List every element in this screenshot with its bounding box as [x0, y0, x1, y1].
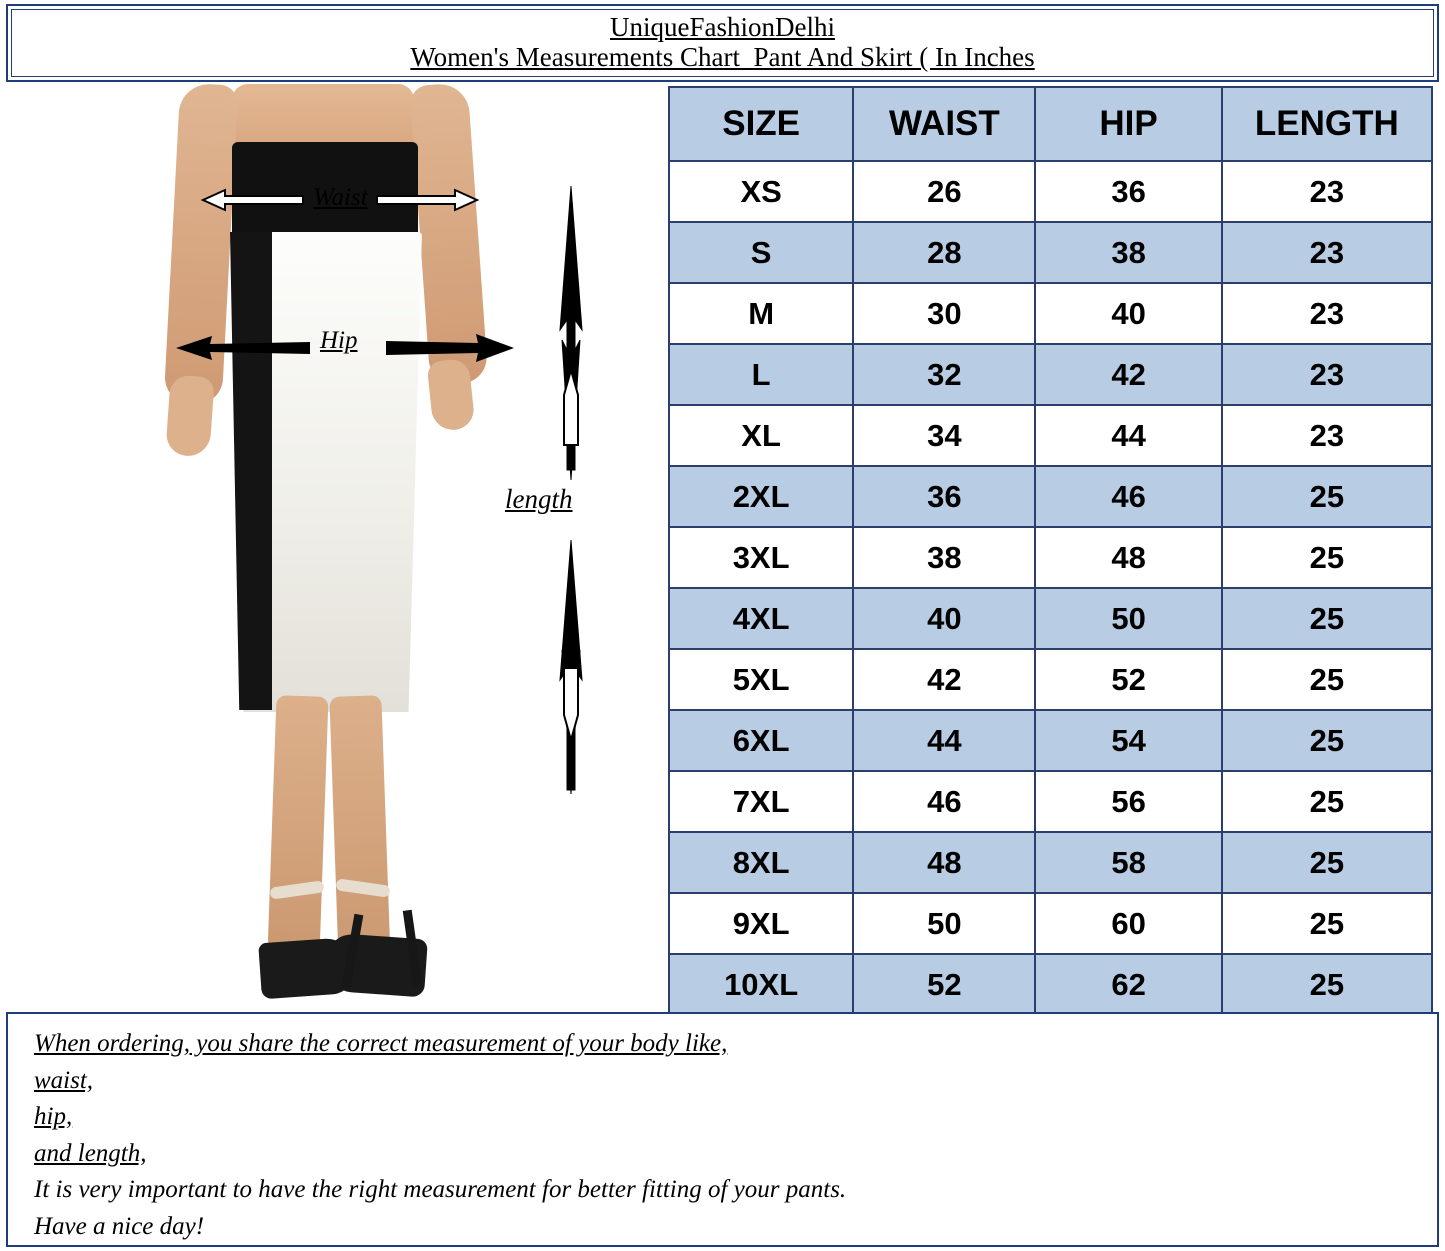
- cell-hip: 52: [1035, 649, 1221, 710]
- cell-size: XL: [669, 405, 853, 466]
- cell-waist: 32: [853, 344, 1035, 405]
- cell-size: 9XL: [669, 893, 853, 954]
- cell-length: 25: [1222, 466, 1432, 527]
- cell-waist: 30: [853, 283, 1035, 344]
- cell-hip: 56: [1035, 771, 1221, 832]
- table-row: [669, 710, 1432, 771]
- cell-length: 23: [1222, 405, 1432, 466]
- model-illustration-panel: [0, 84, 668, 1008]
- cell-size: 4XL: [669, 588, 853, 649]
- ordering-instructions: [6, 1012, 1439, 1247]
- cell-size: 7XL: [669, 771, 853, 832]
- table-row: [669, 466, 1432, 527]
- cell-length: 23: [1222, 344, 1432, 405]
- table-row: [669, 405, 1432, 466]
- cell-length: 25: [1222, 771, 1432, 832]
- cell-size: XS: [669, 161, 853, 222]
- header-inner: [11, 9, 1434, 77]
- cell-hip: 36: [1035, 161, 1221, 222]
- waist-annotation-label: Waist: [313, 184, 368, 211]
- brand-title: UniqueFashionDelhi: [610, 12, 835, 43]
- page-subtitle: Women's Measurements Chart Pant And Skirt ( In Inches: [410, 42, 1035, 73]
- cell-size: 8XL: [669, 832, 853, 893]
- table-row: [669, 161, 1432, 222]
- model-figure: [120, 84, 540, 1008]
- header-banner: [6, 4, 1439, 82]
- instruction-line: and length,: [34, 1139, 147, 1167]
- cell-size: S: [669, 222, 853, 283]
- cell-length: 25: [1222, 649, 1432, 710]
- table-row: [669, 649, 1432, 710]
- length-annotation-label: length: [505, 484, 573, 514]
- cell-waist: 46: [853, 771, 1035, 832]
- table-row: [669, 954, 1432, 1015]
- cell-hip: 46: [1035, 466, 1221, 527]
- skirt-side-stripe: [230, 232, 272, 710]
- size-table: [668, 86, 1433, 1016]
- table-row: [669, 893, 1432, 954]
- cell-length: 25: [1222, 954, 1432, 1015]
- cell-waist: 50: [853, 893, 1035, 954]
- cell-waist: 40: [853, 588, 1035, 649]
- table-row: [669, 832, 1432, 893]
- instruction-line: It is very important to have the right measurement for better fitting of your pants.: [34, 1176, 847, 1203]
- cell-length: 23: [1222, 222, 1432, 283]
- hip-annotation-label: Hip: [320, 327, 358, 354]
- cell-hip: 62: [1035, 954, 1221, 1015]
- column-header-waist: WAIST: [853, 87, 1035, 161]
- cell-length: 25: [1222, 893, 1432, 954]
- cell-waist: 28: [853, 222, 1035, 283]
- cell-size: 6XL: [669, 710, 853, 771]
- cell-waist: 26: [853, 161, 1035, 222]
- cell-hip: 44: [1035, 405, 1221, 466]
- cell-waist: 52: [853, 954, 1035, 1015]
- cell-hip: 48: [1035, 527, 1221, 588]
- left-leg-shape: [267, 695, 328, 957]
- instruction-line: Have a nice day!: [34, 1212, 205, 1240]
- instruction-line: waist,: [34, 1066, 94, 1094]
- size-table-container: [668, 86, 1433, 1011]
- cell-length: 23: [1222, 283, 1432, 344]
- cell-waist: 48: [853, 832, 1035, 893]
- cell-size: 5XL: [669, 649, 853, 710]
- cell-waist: 44: [853, 710, 1035, 771]
- cell-waist: 38: [853, 527, 1035, 588]
- cell-length: 25: [1222, 527, 1432, 588]
- table-row: [669, 222, 1432, 283]
- instruction-line: When ordering, you share the correct measurement of your body like,: [34, 1030, 728, 1057]
- table-header-row: [669, 87, 1432, 161]
- table-row: [669, 283, 1432, 344]
- cell-hip: 54: [1035, 710, 1221, 771]
- table-row: [669, 344, 1432, 405]
- cell-length: 25: [1222, 588, 1432, 649]
- cell-size: 2XL: [669, 466, 853, 527]
- cell-length: 25: [1222, 832, 1432, 893]
- column-header-hip: HIP: [1035, 87, 1221, 161]
- cell-waist: 34: [853, 405, 1035, 466]
- table-row: [669, 527, 1432, 588]
- cell-length: 25: [1222, 710, 1432, 771]
- column-header-length: LENGTH: [1222, 87, 1432, 161]
- column-header-size: SIZE: [669, 87, 853, 161]
- cell-size: M: [669, 283, 853, 344]
- cell-size: L: [669, 344, 853, 405]
- cell-hip: 60: [1035, 893, 1221, 954]
- cell-length: 23: [1222, 161, 1432, 222]
- cell-size: 3XL: [669, 527, 853, 588]
- cell-waist: 42: [853, 649, 1035, 710]
- cell-waist: 36: [853, 466, 1035, 527]
- cell-hip: 42: [1035, 344, 1221, 405]
- left-hand-shape: [165, 375, 214, 458]
- table-row: [669, 771, 1432, 832]
- instruction-line: hip,: [34, 1103, 73, 1130]
- table-row: [669, 588, 1432, 649]
- cell-hip: 50: [1035, 588, 1221, 649]
- cell-hip: 40: [1035, 283, 1221, 344]
- cell-size: 10XL: [669, 954, 853, 1015]
- cell-hip: 38: [1035, 222, 1221, 283]
- cell-hip: 58: [1035, 832, 1221, 893]
